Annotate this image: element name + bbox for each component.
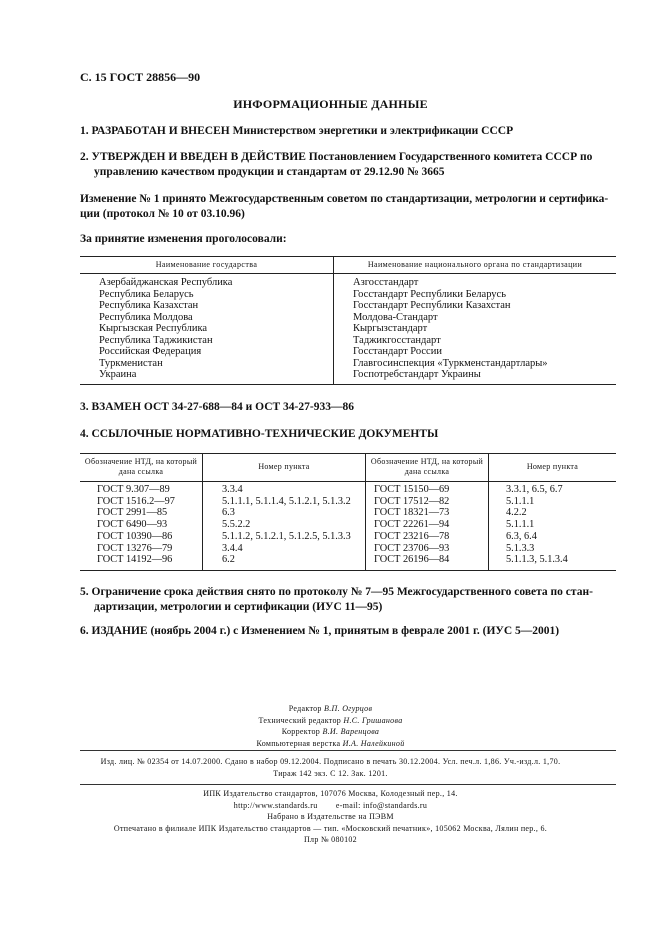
change-note-line-2: ции (протокол № 10 от 03.10.96) [80,208,245,220]
docs-right-item-cell [489,482,617,571]
vote-body: Госстандарт России [353,346,442,357]
divider [80,784,616,785]
credit-layout-label: Компьютерная верстка [256,738,341,748]
license-line-2: Тираж 142 экз. С 12. Зак. 1201. [273,768,388,778]
doc-ref: ГОСТ 2991—85 [97,507,168,519]
docs-col-item-header-right: Номер пункта [489,454,617,482]
credit-tech-name: Н.С. Гришанова [343,715,403,725]
item-ref: 6.3 [222,507,235,519]
vote-bodies-cell [334,274,617,385]
item-ref: 5.1.1.1 [506,519,535,531]
vote-body: Главгосинспекция «Туркменстандартлары» [353,357,548,369]
doc-ref: ГОСТ 17512—82 [374,495,450,507]
vote-states-cell [80,274,334,385]
credit-corrector [0,726,661,738]
item-2-text: Постановлением Государственного комитета СССР по [308,151,593,163]
doc-ref: ГОСТ 9.307—89 [97,484,170,495]
item-ref: 5.1.1.3, 5.1.3.4 [506,554,568,566]
item-ref: 6.3, 6.4 [506,530,537,542]
item-1-number: 1. [80,125,89,137]
item-ref: 5.1.1.1, 5.1.1.4, 5.1.2.1, 5.1.3.2 [222,495,351,507]
publisher-line-5: Плр № 080102 [303,835,357,844]
page-header: С. 15 ГОСТ 28856—90 [80,70,201,84]
item-ref: 5.1.3.3 [506,542,535,554]
vote-body: Госстандарт Республики Казахстан [353,300,511,311]
doc-ref: ГОСТ 6490—93 [97,519,168,531]
vote-state: Российская Федерация [99,346,202,357]
credit-tech-label: Технический редактор [258,715,342,725]
doc-ref: ГОСТ 15150—69 [374,484,450,495]
vote-state: Республика Казахстан [99,300,199,311]
docs-table-body [80,482,616,571]
docs-col-item-header-left: Номер пункта [203,454,366,482]
license-line-1: Изд. лиц. № 02354 от 14.07.2000. Сдано в набор 09.12.2004. Подписано в печать 30.12.2004. Усл. печ.л. 1,86. Уч.-изд.л. 1,70. [100,757,561,766]
voted-label: За принятие изменения проголосовали: [80,233,287,245]
publisher-block [0,788,661,846]
publisher-line-4: Отпечатано в филиале ИПК Издательство стандартов — тип. «Московский печатник», 105062 Москва, Лялин пер., 6. [113,823,548,833]
vote-state: Украина [99,369,137,380]
docs-table [80,453,616,571]
doc-ref: ГОСТ 26196—84 [374,554,450,566]
divider [80,750,616,751]
credit-editor-name: В.П. Огурцов [324,704,373,713]
vote-state: Туркменистан [99,357,163,369]
vote-table-header [80,257,616,274]
credit-layout [0,738,661,750]
item-4: 4. ССЫЛОЧНЫЕ НОРМАТИВНО-ТЕХНИЧЕСКИЕ ДОКУМЕНТЫ [80,428,439,440]
vote-body: Молдова-Стандарт [353,311,438,323]
item-2-text-cont: управлению качеством продукции и стандартам от 29.12.90 № 3665 [94,166,445,178]
item-2-number: 2. [80,151,89,163]
doc-ref: ГОСТ 23216—78 [374,530,450,542]
publisher-line-1: ИПК Издательство стандартов, 107076 Москва, Колодезный пер., 14. [203,789,458,798]
docs-table-header [80,454,616,482]
item-ref: 5.5.2.2 [222,519,251,531]
item-2 [80,150,616,180]
credit-editor [0,703,661,715]
item-5 [80,585,616,615]
vote-body: Госпотребстандарт Украины [353,369,481,380]
item-5-line-2: дартизации, метрологии и сертификации (ИУС 11—95) [94,601,383,613]
credit-layout-name: И.А. Налейкиной [342,738,405,748]
vote-col-body-header: Наименование национального органа по стандартизации [334,257,617,274]
vote-state: Азербайджанская Республика [99,277,233,288]
docs-right-doc-cell [366,482,489,571]
item-5-line-1: 5. Ограничение срока действия снято по протоколу № 7—95 Межгосударственного совета по стан- [80,586,593,598]
item-ref: 3.3.4 [222,484,243,495]
doc-ref: ГОСТ 14192—96 [97,554,173,566]
vote-body: Таджикгосстандарт [353,334,441,346]
item-ref: 6.2 [222,554,235,566]
vote-state: Республика Молдова [99,311,193,323]
doc-ref: ГОСТ 22261—94 [374,519,450,531]
doc-ref: ГОСТ 18321—73 [374,507,450,519]
credit-editor-label: Редактор [288,704,322,713]
doc-ref: ГОСТ 10390—86 [97,530,173,542]
docs-left-item-cell [203,482,366,571]
change-note [80,192,616,222]
vote-col-state-header: Наименование государства [80,257,334,274]
vote-table-body [80,274,616,385]
vote-state: Кыргызская Республика [99,323,208,334]
vote-body: Кыргызстандарт [353,323,428,334]
item-2-lead: УТВЕРЖДЕН И ВВЕДЕН В ДЕЙСТВИЕ [91,151,306,163]
license-block [0,756,661,779]
item-ref: 5.1.1.1 [506,495,535,507]
publisher-line-2: http://www.standards.ru e-mail: info@standards.ru [233,800,428,810]
vote-table [80,256,616,385]
credit-corr-label: Корректор [281,727,321,736]
page-title: ИНФОРМАЦИОННЫЕ ДАННЫЕ [233,97,428,111]
vote-body: Азгосстандарт [353,277,419,288]
credit-corr-name: В.И. Варенцова [322,727,380,736]
item-6: 6. ИЗДАНИЕ (ноябрь 2004 г.) с Изменением № 1, принятым в феврале 2001 г. (ИУС 5—2001) [80,625,560,637]
docs-col-doc-header-right: Обозначение НТД, на который дана ссылка [366,454,489,482]
credits-block [0,703,661,749]
vote-body: Госстандарт Республики Беларусь [353,288,507,300]
item-ref: 3.3.1, 6.5, 6.7 [506,484,563,495]
change-note-line-1: Изменение № 1 принято Межгосударственным советом по стандартизации, метрологии и сертифика- [80,193,609,205]
vote-state: Республика Беларусь [99,288,194,300]
doc-ref: ГОСТ 23706—93 [374,542,450,554]
item-ref: 5.1.1.2, 5.1.2.1, 5.1.2.5, 5.1.3.3 [222,530,351,542]
item-1 [80,124,616,139]
docs-left-doc-cell [80,482,203,571]
vote-state: Республика Таджикистан [99,334,213,346]
docs-col-doc-header-left: Обозначение НТД, на который дана ссылка [80,454,203,482]
item-1-lead: РАЗРАБОТАН И ВНЕСЕН [91,125,230,137]
doc-ref: ГОСТ 1516.2—97 [97,495,175,507]
item-ref: 4.2.2 [506,507,527,519]
item-ref: 3.4.4 [222,542,243,554]
publisher-line-3: Набрано в Издательстве на ПЭВМ [267,812,394,821]
doc-ref: ГОСТ 13276—79 [97,542,173,554]
credit-tech-editor [0,715,661,727]
item-1-text: Министерством энергетики и электрификации СССР [232,125,514,137]
item-3: 3. ВЗАМЕН ОСТ 34-27-688—84 и ОСТ 34-27-933—86 [80,401,354,413]
